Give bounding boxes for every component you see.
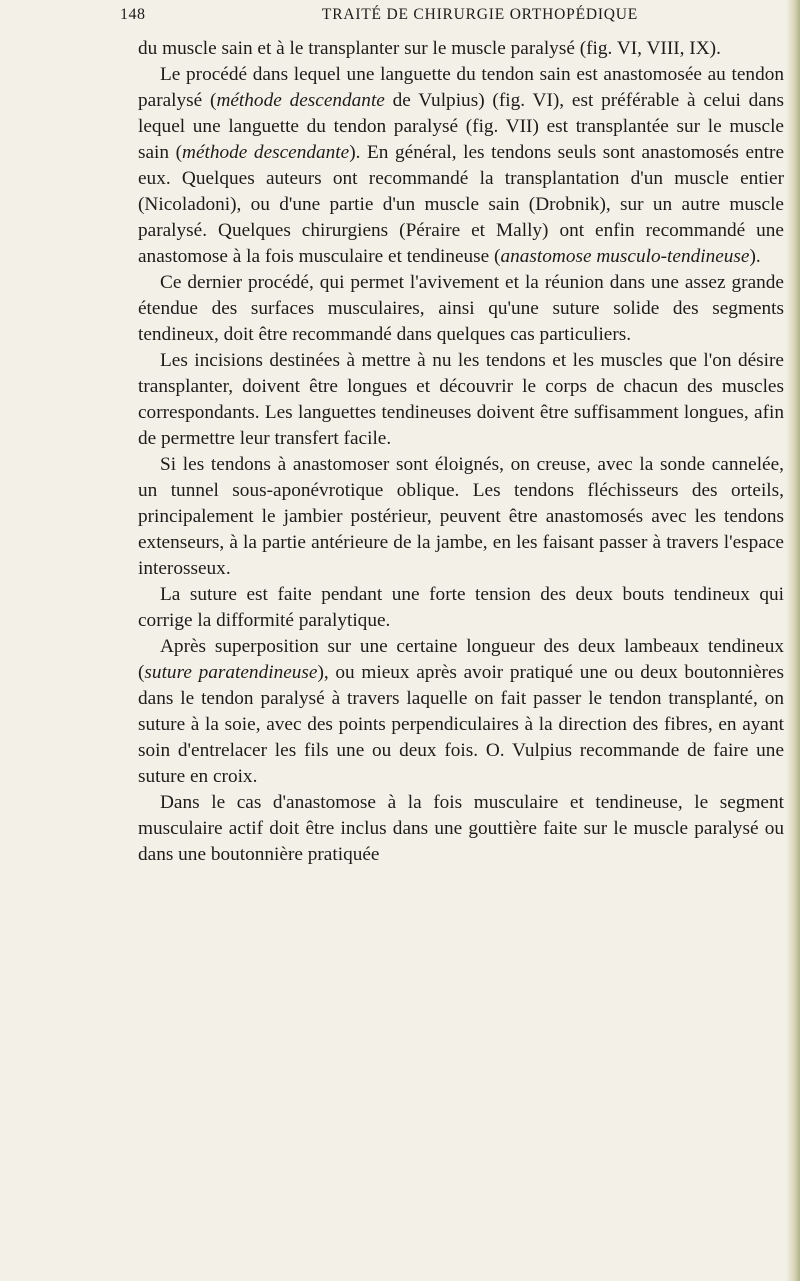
paragraph [138,582,784,634]
text-run: ). [749,246,761,267]
paragraph [138,270,784,348]
paragraph [138,790,784,868]
page-header [120,6,780,34]
body-text [138,36,784,868]
text-run: Ce dernier procédé, qui permet l'avivement et la réunion dans une assez grande étendue des surfaces musculaires, ainsi qu'une suture solide des segments tendineux, doit être recommandé dans quelques cas particuliers. [138,272,784,345]
italic-term: suture paratendineuse [144,662,318,683]
running-title: TRAITÉ DE CHIRURGIE ORTHOPÉDIQUE [321,6,639,23]
text-run: ). En général, les tendons seuls sont anastomosés entre eux. Quelques auteurs ont recommandé la transplantation d'un muscle entier (Nicoladoni), ou d'une partie d'un muscle sain (Drobnik), sur un autre muscle paralysé. Quelques chirurgiens (Péraire et Mally) ont enfin recommandé une anastomose à la fois musculaire et tendineuse ( [138,142,785,267]
text-run: Dans le cas d'anastomose à la fois musculaire et tendineuse, le segment musculaire actif doit être inclus dans une gouttière faite sur le muscle paralysé ou dans une boutonnière pratiquée [138,792,784,865]
paragraph [138,348,784,452]
text-run: La suture est faite pendant une forte tension des deux bouts tendineux qui corrige la difformité paralytique. [138,584,784,631]
page-number: 148 [120,6,146,23]
paragraph [138,36,784,62]
text-run: du muscle sain et à le transplanter sur le muscle paralysé (fig. VI, VIII, IX). [138,38,721,59]
italic-term: anastomose musculo-tendineuse [500,246,750,267]
text-run: Si les tendons à anastomoser sont éloignés, on creuse, avec la sonde cannelée, un tunnel sous-aponévrotique oblique. Les tendons fléchisseurs des orteils, principalement le jambier postérieur, peuvent être anastomosés avec les tendons extenseurs, à la partie antérieure de la jambe, en les faisant passer à travers l'espace interosseux. [138,454,784,579]
italic-term: méthode descendante [182,142,350,163]
paragraph [138,62,784,270]
text-run: Après superposition sur une certaine longueur des deux lambeaux tendineux ( [138,636,784,683]
italic-term: méthode descendante [216,90,385,111]
paragraph [138,634,784,790]
text-run: Les incisions destinées à mettre à nu les tendons et les muscles que l'on désire transplanter, doivent être longues et découvrir le corps de chacun des muscles correspondants. Les languettes tendineuses doivent être suffisamment longues, afin de permettre leur transfert facile. [138,350,784,449]
text-run: ), ou mieux après avoir pratiqué une ou deux boutonnières dans le tendon paralysé à travers laquelle on fait passer le tendon transplanté, on suture à la soie, avec des points perpendiculaires à la direction des fibres, en ayant soin d'entrelacer les fils une ou deux fois. O. Vulpius recommande de faire une suture en croix. [138,662,784,787]
paragraph [138,452,784,582]
text-run: de Vulpius) (fig. VI), est préférable à celui dans lequel une languette du tendon paralysé (fig. VII) est transplantée sur le muscle sain ( [138,90,784,163]
page-edge-shading [786,0,800,1281]
text-run: Le procédé dans lequel une languette du tendon sain est anastomosée au tendon paralysé ( [138,64,784,111]
